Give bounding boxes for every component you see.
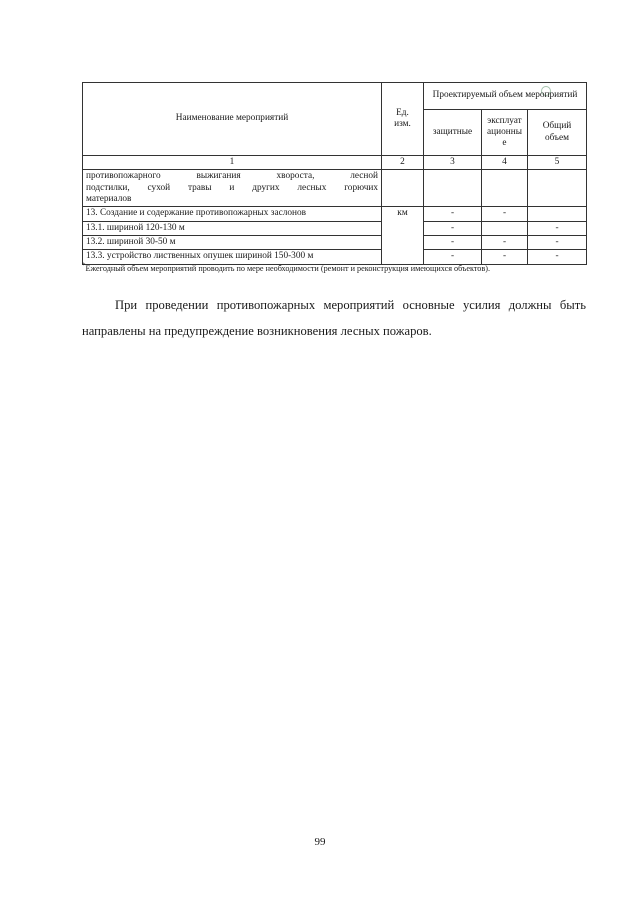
row-value-operational: - <box>482 207 528 221</box>
header-group: Проектируемый объем мероприятий <box>424 83 587 110</box>
body-paragraph: При проведении противопожарных мероприятий основные усилия должны быть направлены на предупреждение возникновения лесных пожаров. <box>82 298 586 338</box>
row-value-protective: - <box>424 207 482 221</box>
row-value-operational: - <box>482 250 528 264</box>
table-row <box>83 221 587 235</box>
continued-row-name: противопожарного выжигания хвороста, лесной подстилки, сухой травы и других лесных горючих материалов <box>83 170 382 207</box>
row-value-total: - <box>528 235 587 249</box>
row-name: 13.2. шириной 30-50 м <box>83 235 382 249</box>
footnote <box>82 263 586 275</box>
header-unit: Ед. изм. <box>382 83 424 156</box>
colnum-4: 4 <box>482 156 528 170</box>
footnote-text: Ежегодный объем мероприятий проводить по мере необходимости (ремонт и реконструкция имеющихся объектов). <box>85 264 491 273</box>
row-value-operational: - <box>482 235 528 249</box>
row-value-protective: - <box>424 235 482 249</box>
table-row <box>83 170 587 207</box>
header-operational: эксплуат ационны е <box>482 110 528 156</box>
row-name: 13.1. шириной 120-130 м <box>83 221 382 235</box>
row-value-total: - <box>528 221 587 235</box>
row-value-operational <box>482 221 528 235</box>
column-number-row <box>83 156 587 170</box>
colnum-5: 5 <box>528 156 587 170</box>
table-row <box>83 250 587 264</box>
colnum-1: 1 <box>83 156 382 170</box>
header-total: Общий объем <box>528 110 587 156</box>
colnum-3: 3 <box>424 156 482 170</box>
row-value-total: - <box>528 250 587 264</box>
row-value-protective: - <box>424 221 482 235</box>
table-row <box>83 207 587 221</box>
colnum-2: 2 <box>382 156 424 170</box>
row-name: 13. Создание и содержание противопожарных заслонов <box>83 207 382 221</box>
page-number: 99 <box>314 836 326 848</box>
table-header-row <box>83 83 587 110</box>
header-name: Наименование мероприятий <box>83 83 382 156</box>
row-name: 13.3. устройство лиственных опушек шириной 150-300 м <box>83 250 382 264</box>
header-protective: защитные <box>424 110 482 156</box>
row-value-total <box>528 207 587 221</box>
row-unit: км <box>382 207 424 264</box>
table-row <box>83 235 587 249</box>
row-value-protective: - <box>424 250 482 264</box>
measures-table <box>82 82 587 265</box>
footnote-mark: * <box>82 261 86 270</box>
